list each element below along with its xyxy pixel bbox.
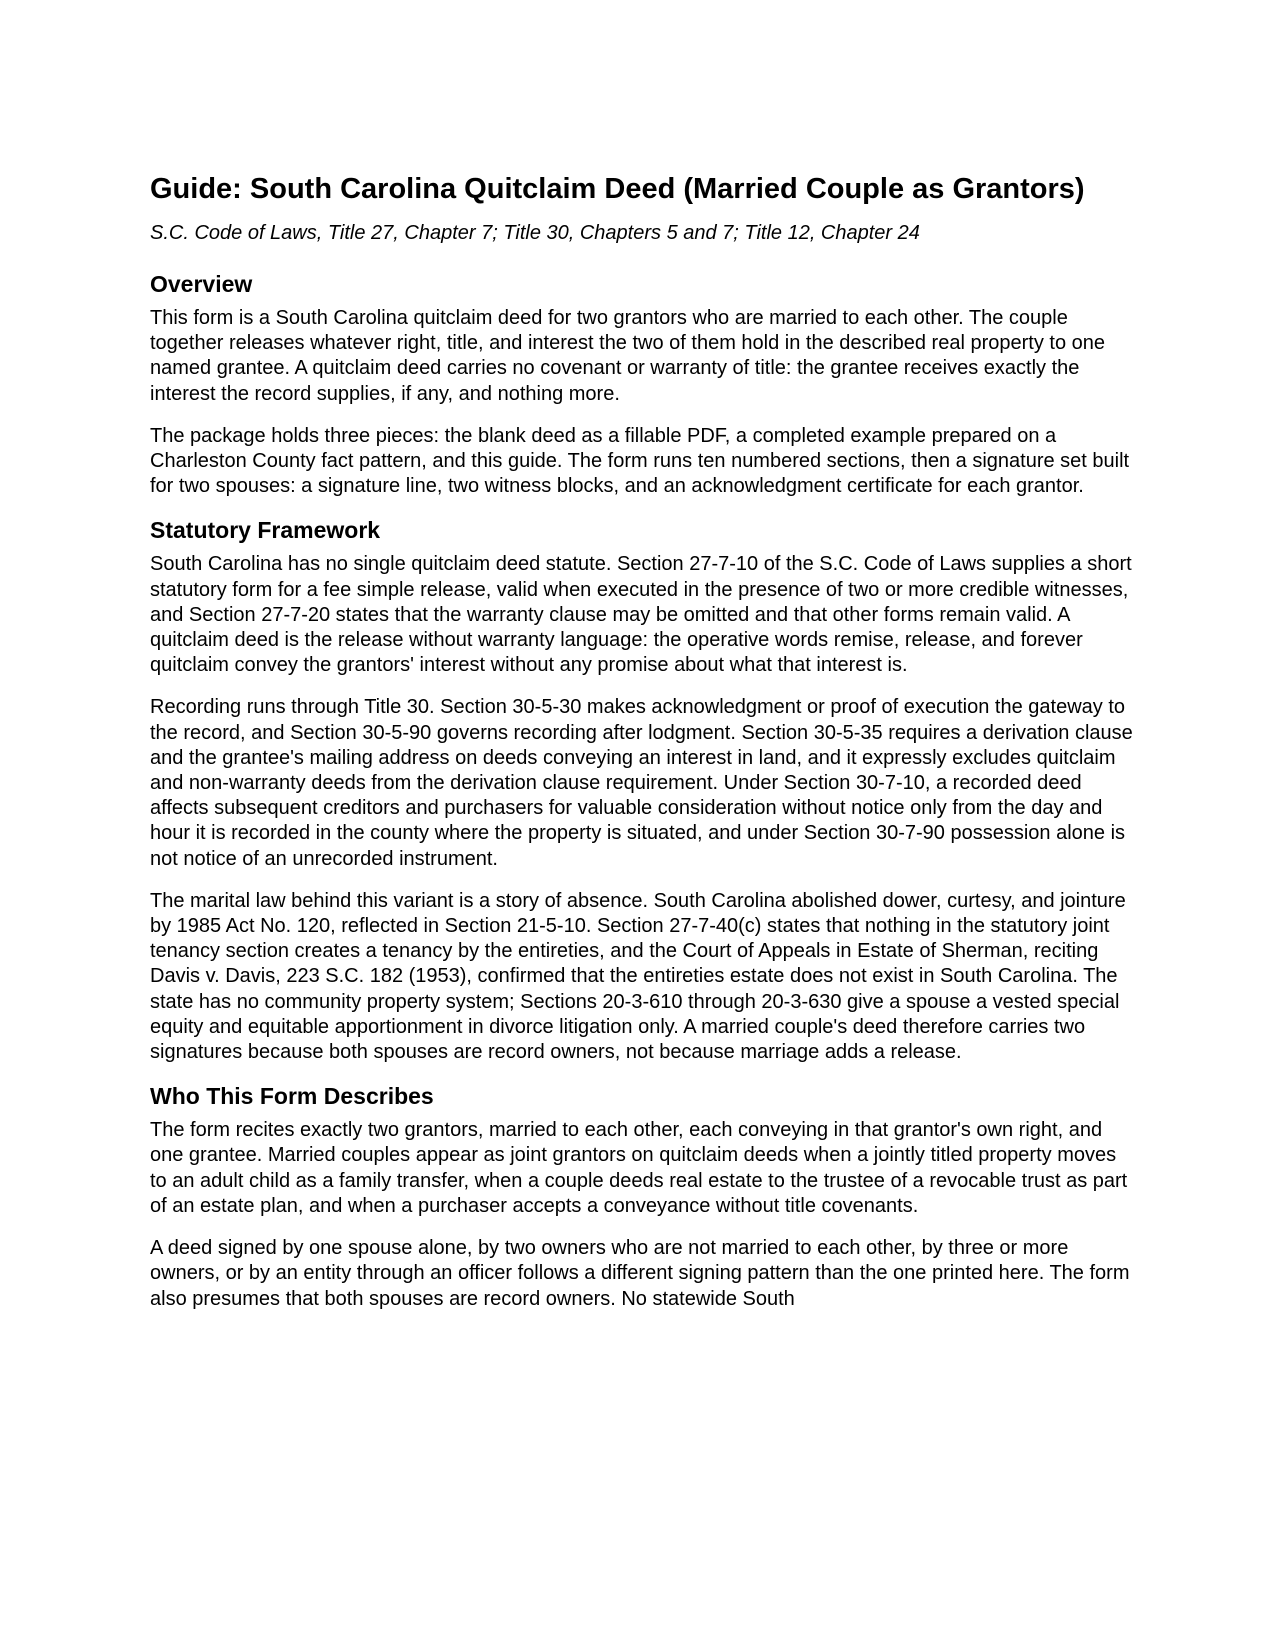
paragraph: This form is a South Carolina quitclaim deed for two grantors who are married to each other. The couple together releases whatever right, title, and interest the two of them hold in the described real property to one named grantee. A quitclaim deed carries no covenant or warranty of title: the grantee receives exactly the interest the record supplies, if any, and nothing more. — [150, 307, 1105, 405]
section-heading: Who This Form Describes — [150, 1083, 434, 1110]
paragraph: A deed signed by one spouse alone, by two owners who are not married to each other, by three or more owners, or by an entity through an officer follows a different signing pattern than the one printed here. The form also presumes that both spouses are record owners. No statewide South — [150, 1237, 1130, 1310]
document-page — [150, 172, 1135, 1329]
paragraph: Recording runs through Title 30. Section 30-5-30 makes acknowledgment or proof of execution the gateway to the record, and Section 30-5-90 governs recording after lodgment. Section 30-5-35 requires a derivation clause and the grantee's mailing address on deeds conveying an interest in land, and it expressly excludes quitclaim and non-warranty deeds from the derivation clause requirement. Under Section 30-7-10, a recorded deed affects subsequent creditors and purchasers for valuable consideration without notice only from the day and hour it is recorded in the county where the property is situated, and under Section 30-7-90 possession alone is not notice of an unrecorded instrument. — [150, 696, 1133, 870]
section-overview — [150, 270, 1135, 499]
paragraph: The package holds three pieces: the blank deed as a fillable PDF, a completed example prepared on a Charleston County fact pattern, and this guide. The form runs ten numbered sections, then a signature set built for two spouses: a signature line, two witness blocks, and an acknowledgment certificate for each grantor. — [150, 424, 1130, 498]
paragraph: The marital law behind this variant is a story of absence. South Carolina abolished dower, curtesy, and jointure by 1985 Act No. 120, reflected in Section 21-5-10. Section 27-7-40(c) states that nothing in the statutory joint tenancy section creates a tenancy by the entireties, and the Court of Appeals in Estate of Sherman, reciting Davis v. Davis, 223 S.C. 182 (1953), confirmed that the entireties estate does not exist in South Carolina. The state has no community property system; Sections 20-3-610 through 20-3-630 give a spouse a vested special equity and equitable apportionment in divorce litigation only. A married couple's deed therefore carries two signatures because both spouses are record owners, not because marriage adds a release. — [150, 889, 1126, 1064]
statute-citation: S.C. Code of Laws, Title 27, Chapter 7; Title 30, Chapters 5 and 7; Title 12, Chapter 24 — [150, 222, 920, 244]
section-heading: Overview — [150, 271, 253, 297]
section-who-this-form-describes — [150, 1082, 1135, 1311]
document-title: Guide: South Carolina Quitclaim Deed (Married Couple as Grantors) — [150, 173, 1085, 205]
paragraph: South Carolina has no single quitclaim deed statute. Section 27-7-10 of the S.C. Code of Laws supplies a short statutory form for a fee simple release, valid when executed in the presence of two or more credible witnesses, and Section 27-7-20 states that the warranty clause may be omitted and that other forms remain valid. A quitclaim deed is the release without warranty language: the operative words remise, release, and forever quitclaim convey the grantors' interest without any promise about what that interest is. — [150, 553, 1132, 677]
paragraph: The form recites exactly two grantors, married to each other, each conveying in that grantor's own right, and one grantee. Married couples appear as joint grantors on quitclaim deeds when a jointly titled property moves to an adult child as a family transfer, when a couple deeds real estate to the trustee of a revocable trust as part of an estate plan, and when a purchaser accepts a conveyance without title covenants. — [150, 1119, 1128, 1217]
section-heading: Statutory Framework — [150, 517, 381, 544]
section-statutory-framework — [150, 516, 1135, 1065]
